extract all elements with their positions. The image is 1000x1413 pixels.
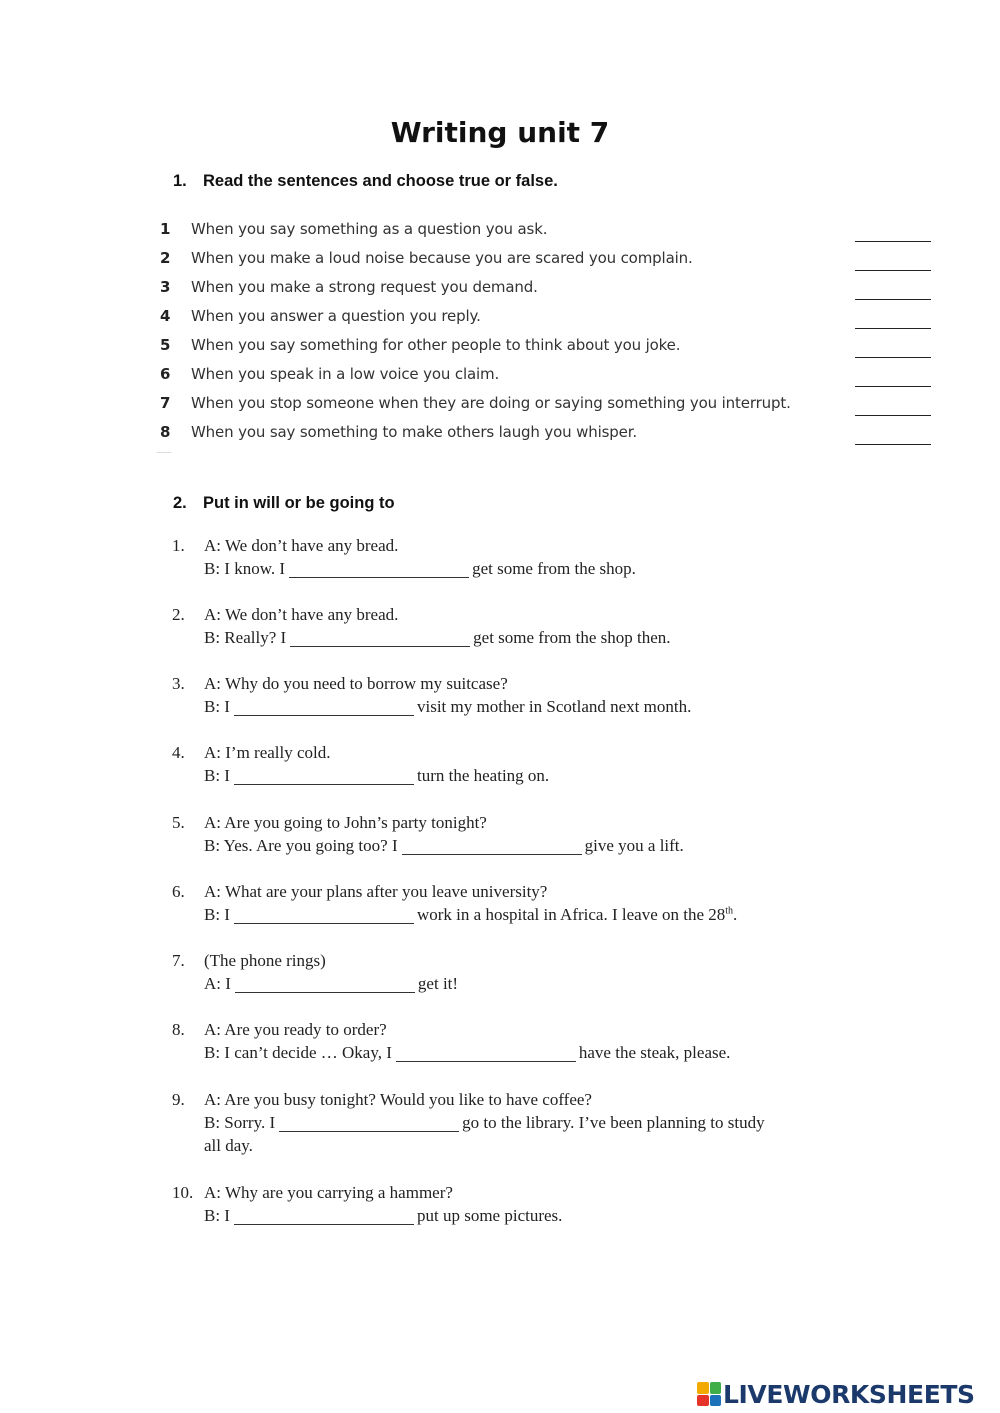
tf-item-number: 3	[160, 278, 171, 296]
worksheet-title: Writing unit 7	[390, 116, 610, 149]
speaker-a-line: A: We don’t have any bread.	[204, 536, 399, 555]
b-line-period: .	[733, 905, 738, 924]
tf-item	[160, 278, 932, 307]
b-line-start: B: I	[204, 1206, 230, 1225]
exercise-number: 9.	[172, 1090, 185, 1109]
b-line-end: get it!	[417, 974, 459, 993]
section2-heading	[173, 494, 395, 513]
tf-item-number: 8	[160, 423, 171, 441]
speaker-b-line	[204, 697, 691, 717]
answer-blank-input[interactable]	[234, 909, 414, 924]
exercise-number: 3.	[172, 674, 185, 693]
b-line-end: work in a hospital in Africa. I leave on the 28	[416, 905, 726, 924]
answer-blank-input[interactable]	[234, 1210, 414, 1225]
tf-answer-input[interactable]	[855, 341, 931, 358]
b-line-end: go to the library. I’ve been planning to study	[462, 1113, 765, 1132]
answer-blank-input[interactable]	[402, 840, 582, 855]
b-line-start: A: I	[204, 974, 231, 993]
answer-blank-input[interactable]	[235, 978, 415, 993]
tf-item-text: When you answer a question you reply.	[191, 307, 481, 325]
b-line-end: have the steak, please.	[578, 1043, 731, 1062]
tf-item-text: When you stop someone when they are doing or saying something you interrupt.	[191, 394, 791, 412]
logo-square	[697, 1382, 709, 1394]
exercise-number: 7.	[172, 951, 185, 970]
speaker-b-line	[204, 836, 684, 856]
tf-item-text: When you make a strong request you demand.	[191, 278, 538, 296]
speaker-a-line: A: Why do you need to borrow my suitcase?	[204, 674, 508, 693]
speaker-b-line	[204, 628, 671, 648]
answer-blank-input[interactable]	[290, 632, 470, 647]
speaker-b-line	[204, 559, 636, 579]
exercise-number: 10.	[172, 1183, 194, 1202]
b-line-start: B: Sorry. I	[204, 1113, 276, 1132]
speaker-b-line	[204, 974, 458, 994]
logo-mark-icon	[697, 1382, 721, 1406]
tf-answer-input[interactable]	[855, 312, 931, 329]
tf-item	[160, 365, 932, 394]
answer-blank-input[interactable]	[279, 1117, 459, 1132]
b-line-end: get some from the shop then.	[473, 628, 671, 647]
b-line-start: B: Really? I	[204, 628, 287, 647]
tf-answer-input[interactable]	[855, 254, 931, 271]
tf-item-text: When you make a loud noise because you are scared you complain.	[191, 249, 693, 267]
exercise-number: 5.	[172, 813, 185, 832]
speaker-a-line: A: We don’t have any bread.	[204, 605, 399, 624]
speaker-a-line: (The phone rings)	[204, 951, 326, 970]
b-line-start: B: I	[204, 697, 230, 716]
logo-square	[697, 1395, 709, 1407]
section2-heading-text: Put in will or be going to	[203, 494, 395, 512]
ordinal-suffix: th	[725, 905, 734, 917]
logo-square	[710, 1382, 722, 1394]
tf-answer-input[interactable]	[855, 283, 931, 300]
b-line-start: B: I	[204, 766, 230, 785]
speaker-b-line	[204, 905, 737, 925]
tf-item	[160, 394, 932, 423]
b-line-start: B: I can’t decide … Okay, I	[204, 1043, 392, 1062]
exercise-number: 4.	[172, 743, 185, 762]
exercise-number: 6.	[172, 882, 185, 901]
tf-item-number: 4	[160, 307, 171, 325]
exercise-number: 8.	[172, 1020, 185, 1039]
tf-item	[160, 307, 932, 336]
tf-item-number: 7	[160, 394, 171, 412]
speaker-b-line	[204, 1113, 765, 1133]
section1-heading	[173, 172, 558, 191]
speaker-a-line: A: Are you busy tonight? Would you like to have coffee?	[204, 1090, 592, 1109]
speaker-a-line: A: I’m really cold.	[204, 743, 331, 762]
b-line-start: B: I know. I	[204, 559, 286, 578]
tf-answer-input[interactable]	[855, 399, 931, 416]
b-line-end: turn the heating on.	[416, 766, 550, 785]
tf-item	[160, 249, 932, 278]
liveworksheets-logo[interactable]	[697, 1378, 975, 1410]
tf-item	[160, 220, 932, 249]
tf-item-text: When you say something as a question you ask.	[191, 220, 548, 238]
speaker-a-line: A: Why are you carrying a hammer?	[204, 1183, 453, 1202]
b-line-start: B: Yes. Are you going too? I	[204, 836, 398, 855]
speaker-b-line	[204, 1043, 730, 1063]
answer-blank-input[interactable]	[234, 701, 414, 716]
tf-item-number: 1	[160, 220, 171, 238]
b-line-end: get some from the shop.	[472, 559, 636, 578]
b-line-end: put up some pictures.	[416, 1206, 563, 1225]
tf-item	[160, 423, 932, 452]
logo-text: LIVEWORKSHEETS	[723, 1379, 975, 1409]
b-line-end: visit my mother in Scotland next month.	[416, 697, 692, 716]
section1-number: 1.	[173, 172, 187, 190]
speaker-a-line: A: What are your plans after you leave university?	[204, 882, 548, 901]
tf-item-number: 5	[160, 336, 171, 354]
tf-item-text: When you say something to make others laugh you whisper.	[191, 423, 637, 441]
tf-item-number: 6	[160, 365, 171, 383]
divider	[157, 452, 171, 453]
tf-item	[160, 336, 932, 365]
answer-blank-input[interactable]	[234, 770, 414, 785]
logo-square	[710, 1395, 722, 1407]
tf-answer-input[interactable]	[855, 428, 931, 445]
speaker-a-line: A: Are you ready to order?	[204, 1020, 387, 1039]
b-line-start: B: I	[204, 905, 230, 924]
speaker-b-line	[204, 766, 549, 786]
tf-item-text: When you speak in a low voice you claim.	[191, 365, 500, 383]
tf-answer-input[interactable]	[855, 225, 931, 242]
answer-blank-input[interactable]	[289, 563, 469, 578]
tf-answer-input[interactable]	[855, 370, 931, 387]
exercise-number: 1.	[172, 536, 185, 555]
tf-item-text: When you say something for other people to think about you joke.	[191, 336, 681, 354]
speaker-b-continuation: all day.	[204, 1136, 253, 1155]
answer-blank-input[interactable]	[396, 1047, 576, 1062]
exercise-number: 2.	[172, 605, 185, 624]
b-line-end: give you a lift.	[584, 836, 684, 855]
tf-item-number: 2	[160, 249, 171, 267]
speaker-a-line: A: Are you going to John’s party tonight?	[204, 813, 487, 832]
section2-number: 2.	[173, 494, 187, 512]
speaker-b-line	[204, 1206, 562, 1226]
section1-heading-text: Read the sentences and choose true or false.	[203, 172, 558, 190]
